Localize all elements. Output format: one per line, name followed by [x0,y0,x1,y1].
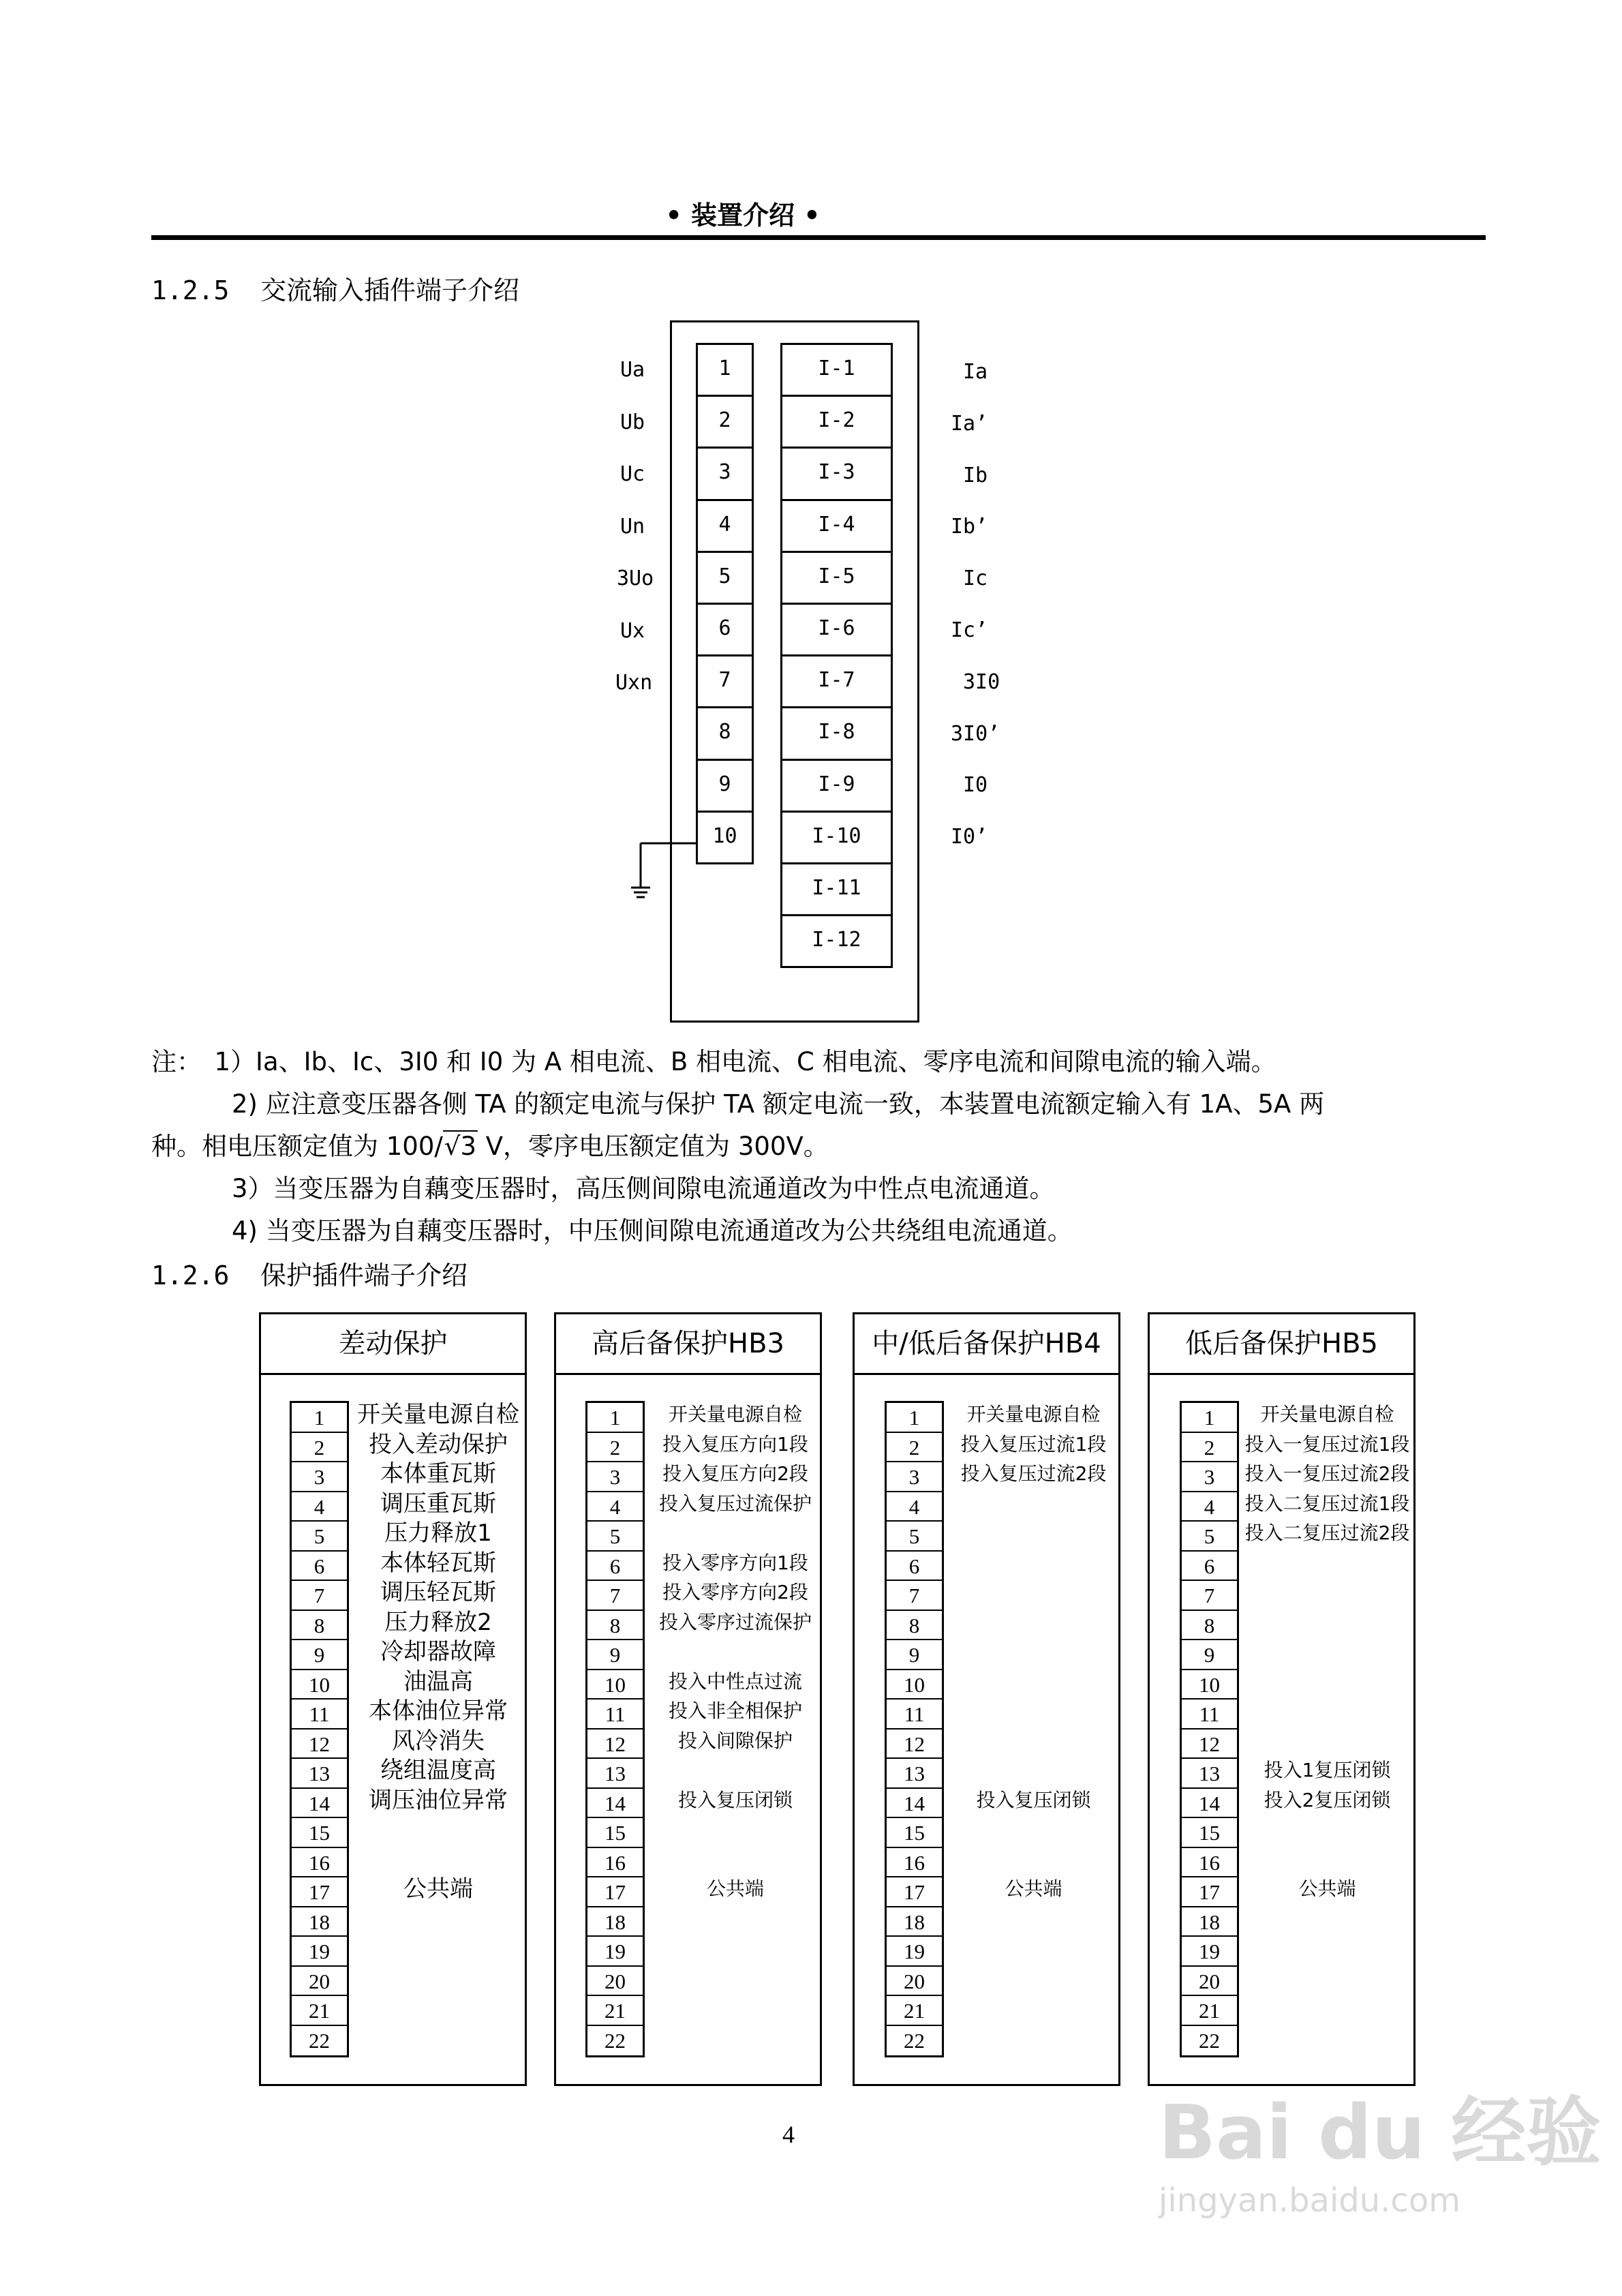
terminal-number: 2 [1182,1433,1237,1463]
terminal-description: 开关量电源自检 [1260,1403,1394,1425]
terminal-description: 压力释放2 [384,1608,492,1636]
terminal-number: 4 [887,1492,942,1522]
terminal-number: 9 [1182,1640,1237,1670]
terminal-description: 绕组温度高 [380,1757,496,1784]
terminal-description: 投入中性点过流 [668,1670,802,1693]
terminal-description: 油温高 [403,1667,473,1695]
terminal-number: 11 [1182,1700,1237,1729]
terminal-description: 投入一复压过流1段 [1244,1432,1410,1455]
ac-right-terminal: I-3 [780,447,893,500]
ac-right-terminal: I-11 [780,862,893,916]
note-2b: 种。相电压额定值为 100/√3 V，零序电压额定值为 300V。 [151,1132,829,1161]
terminal-number: 2 [587,1433,643,1463]
terminal-number: 21 [587,1996,643,2026]
terminal-column [885,1401,944,2057]
terminal-number: 5 [292,1522,347,1552]
terminal-description: 投入非全相保护 [668,1700,802,1722]
terminal-number: 5 [1182,1522,1237,1552]
ac-right-terminal: I-10 [780,811,893,864]
terminal-number: 7 [1182,1581,1237,1611]
terminal-column [290,1401,349,2057]
note-2a: 2) 应注意变压器各侧 TA 的额定电流与保护 TA 额定电流一致，本装置电流额定输入有 1A、5A 两 [232,1089,1325,1119]
note-2b-post: V，零序电压额定值为 300V。 [477,1132,829,1161]
terminal-number: 13 [587,1759,643,1789]
terminal-number: 3 [292,1462,347,1492]
terminal-number: 1 [587,1403,643,1433]
terminal-number: 4 [1182,1492,1237,1522]
terminal-description: 本体轻瓦斯 [380,1549,496,1577]
ac-right-label: Ia’ [951,411,988,436]
protection-plugin-box [853,1312,1120,2086]
ac-right-label: 3I0’ [951,721,1000,746]
section-number: 1.2.6 [151,1260,230,1290]
ac-right-terminal: I-5 [780,551,893,605]
section-1-2-6-heading [151,1254,468,1292]
terminal-number: 7 [587,1581,643,1611]
terminal-number: 8 [1182,1611,1237,1641]
note-3: 3）当变压器为自藕变压器时，高压侧间隙电流通道改为中性点电流通道。 [232,1174,1055,1203]
ac-right-terminal: I-2 [780,395,893,449]
terminal-number: 17 [887,1877,942,1907]
terminal-number: 20 [887,1967,942,1997]
terminal-number: 12 [292,1729,347,1759]
terminal-number: 9 [587,1640,643,1670]
ac-right-terminal: I-1 [780,343,893,397]
terminal-number: 21 [292,1996,347,2026]
terminal-number: 10 [292,1670,347,1700]
terminal-description: 投入二复压过流1段 [1244,1492,1410,1515]
terminal-number: 5 [887,1522,942,1552]
terminal-description: 投入2复压闭锁 [1264,1788,1391,1811]
protection-plugin-title: 低后备保护HB5 [1150,1314,1413,1375]
terminal-description: 投入零序方向2段 [662,1581,808,1603]
ac-left-terminal: 9 [696,759,754,813]
terminal-number: 4 [292,1492,347,1522]
ac-left-terminal: 2 [696,395,754,449]
terminal-number: 11 [587,1700,643,1729]
terminal-description: 投入零序方向1段 [662,1551,808,1574]
terminal-description: 本体油位异常 [369,1697,508,1725]
terminal-description: 投入复压方向2段 [662,1462,808,1485]
terminal-number: 22 [309,2028,330,2053]
terminal-description: 投入一复压过流2段 [1244,1462,1410,1485]
terminal-description: 投入复压闭锁 [677,1788,793,1811]
ac-right-label: I0’ [951,825,988,849]
terminal-number: 10 [887,1670,942,1700]
terminal-number: 19 [587,1937,643,1967]
ac-right-label: Ia [963,360,988,384]
terminal-number: 4 [587,1492,643,1522]
terminal-number: 1 [292,1403,347,1433]
terminal-number: 14 [1182,1789,1237,1819]
terminal-number: 8 [887,1611,942,1641]
terminal-number: 15 [887,1818,942,1848]
terminal-description: 开关量电源自检 [357,1401,519,1428]
terminal-number: 6 [292,1552,347,1582]
note-2b-sqrt: 3 [460,1132,476,1161]
terminal-description: 公共端 [1298,1877,1356,1900]
note-4: 4) 当变压器为自藕变压器时，中压侧间隙电流通道改为公共绕组电流通道。 [232,1216,1073,1245]
baidu-watermark-logo: Bai du 经验 [1159,2089,1602,2176]
ac-right-terminal: I-4 [780,499,893,553]
terminal-number: 2 [887,1433,942,1463]
terminal-number: 17 [1182,1877,1237,1907]
terminal-number: 21 [887,1996,942,2026]
section-1-2-5-heading [151,269,519,307]
terminal-number: 13 [887,1759,942,1789]
terminal-column [585,1401,645,2057]
terminal-number: 14 [292,1789,347,1819]
terminal-number: 11 [887,1700,942,1729]
ac-left-terminal: 5 [696,551,754,605]
terminal-number: 18 [1182,1907,1237,1937]
terminal-number: 3 [1182,1462,1237,1492]
terminal-description: 投入复压过流保护 [658,1492,812,1515]
ac-left-terminal: 8 [696,706,754,760]
terminal-number: 16 [587,1848,643,1878]
terminal-number: 22 [904,2028,925,2053]
protection-plugin-box [554,1312,822,2086]
terminal-number: 5 [587,1522,643,1552]
terminal-number: 16 [887,1848,942,1878]
terminal-description: 投入复压过流1段 [960,1432,1107,1455]
terminal-number: 17 [292,1877,347,1907]
terminal-number: 1 [887,1403,942,1433]
terminal-description: 投入间隙保护 [677,1729,793,1752]
terminal-number: 21 [1182,1996,1237,2026]
note-1: 注： 1）Ia、Ib、Ic、3I0 和 I0 为 A 相电流、B 相电流、C 相电流、零序电流和间隙电流的输入端。 [151,1047,1276,1076]
terminal-number: 8 [587,1611,643,1641]
terminal-description: 风冷消失 [392,1727,485,1755]
terminal-description: 压力释放1 [384,1520,492,1547]
terminal-description: 开关量电源自检 [966,1403,1101,1425]
ac-left-terminal: 3 [696,447,754,500]
terminal-number: 2 [292,1433,347,1463]
terminal-number: 7 [292,1581,347,1611]
terminal-number: 10 [1182,1670,1237,1700]
terminal-description: 开关量电源自检 [668,1403,802,1425]
ac-right-terminal: I-12 [780,914,893,968]
protection-plugin-title: 高后备保护HB3 [556,1314,820,1375]
note-2b-pre: 种。相电压额定值为 100/ [151,1132,443,1161]
terminal-number: 16 [292,1848,347,1878]
ac-right-label: I0 [963,773,988,798]
protection-plugin-box [1148,1312,1416,2086]
terminal-number: 18 [587,1907,643,1937]
protection-plugin-title: 中/低后备保护HB4 [855,1314,1118,1375]
terminal-description: 调压轻瓦斯 [380,1579,496,1606]
ac-right-label: Ib [963,463,988,487]
terminal-description: 调压油位异常 [369,1786,508,1814]
ac-right-terminal: I-9 [780,759,893,813]
header-rule [151,235,1486,240]
terminal-description: 公共端 [1005,1877,1062,1900]
terminal-number: 22 [605,2028,626,2053]
terminal-number: 20 [587,1967,643,1997]
ac-left-label: Ub [620,410,645,434]
terminal-description: 投入二复压过流2段 [1244,1522,1410,1544]
terminal-number: 14 [887,1789,942,1819]
terminal-description: 投入复压闭锁 [976,1788,1091,1811]
terminal-number: 19 [292,1937,347,1967]
section-title: 交流输入插件端子介绍 [260,275,520,305]
ground-icon [627,832,702,907]
terminal-number: 3 [587,1462,643,1492]
terminal-description: 公共端 [403,1875,473,1903]
terminal-number: 13 [1182,1759,1237,1789]
terminal-number: 20 [292,1967,347,1997]
terminal-number: 12 [1182,1729,1237,1759]
terminal-description: 冷却器故障 [380,1638,496,1665]
ac-left-terminal: 6 [696,603,754,656]
terminal-description: 投入1复压闭锁 [1264,1759,1391,1781]
terminal-column [1180,1401,1239,2057]
ac-left-label: 3Uo [617,567,654,590]
terminal-number: 6 [1182,1552,1237,1582]
page-header-title: • 装置介绍 • [665,200,821,230]
terminal-description: 调压重瓦斯 [380,1490,496,1517]
terminal-number: 1 [1182,1403,1237,1433]
ac-right-terminal: I-6 [780,603,893,656]
terminal-number: 8 [292,1611,347,1641]
terminal-description: 投入零序过流保护 [658,1610,812,1633]
terminal-number: 9 [887,1640,942,1670]
terminal-number: 16 [1182,1848,1237,1878]
terminal-number: 19 [887,1937,942,1967]
terminal-number: 7 [887,1581,942,1611]
terminal-number: 12 [587,1729,643,1759]
terminal-description: 投入复压过流2段 [960,1462,1107,1485]
section-title: 保护插件端子介绍 [260,1260,468,1290]
ac-left-terminal: 10 [696,811,754,864]
ac-right-label: Ib’ [951,515,988,539]
baidu-watermark-url: jingyan.baidu.com [1159,2181,1460,2220]
terminal-number: 9 [292,1640,347,1670]
terminal-description: 投入复压方向1段 [662,1432,808,1455]
terminal-number: 6 [887,1552,942,1582]
terminal-number: 15 [292,1818,347,1848]
terminal-number: 18 [887,1907,942,1937]
terminal-number: 11 [292,1700,347,1729]
terminal-description: 投入差动保护 [369,1430,508,1458]
ac-right-terminal: I-8 [780,706,893,760]
ac-left-terminal: 7 [696,654,754,708]
page-number: 4 [782,2121,795,2148]
terminal-description: 本体重瓦斯 [380,1460,496,1487]
terminal-number: 15 [587,1818,643,1848]
ac-left-label: Uxn [615,671,653,695]
ac-left-label: Uc [620,462,645,486]
terminal-number: 18 [292,1907,347,1937]
ac-right-label: 3I0 [963,669,1000,694]
terminal-number: 17 [587,1877,643,1907]
ac-left-label: Ux [620,618,645,643]
terminal-number: 6 [587,1552,643,1582]
terminal-number: 3 [887,1462,942,1492]
terminal-number: 10 [587,1670,643,1700]
ac-right-terminal: I-7 [780,654,893,708]
terminal-number: 19 [1182,1937,1237,1967]
section-number: 1.2.5 [151,275,230,305]
ac-left-label: Un [620,514,645,539]
protection-plugin-title: 差动保护 [261,1314,525,1375]
terminal-number: 20 [1182,1967,1237,1997]
terminal-number: 14 [587,1789,643,1819]
terminal-number: 15 [1182,1818,1237,1848]
terminal-description: 公共端 [706,1877,764,1900]
ac-left-terminal: 4 [696,499,754,553]
terminal-number: 13 [292,1759,347,1789]
ac-left-terminal: 1 [696,343,754,397]
terminal-number: 22 [1199,2028,1220,2053]
terminal-number: 12 [887,1729,942,1759]
protection-plugin-box [259,1312,527,2086]
ac-left-label: Ua [620,358,645,382]
ac-right-label: Ic [963,567,988,591]
ac-right-label: Ic’ [951,618,988,642]
